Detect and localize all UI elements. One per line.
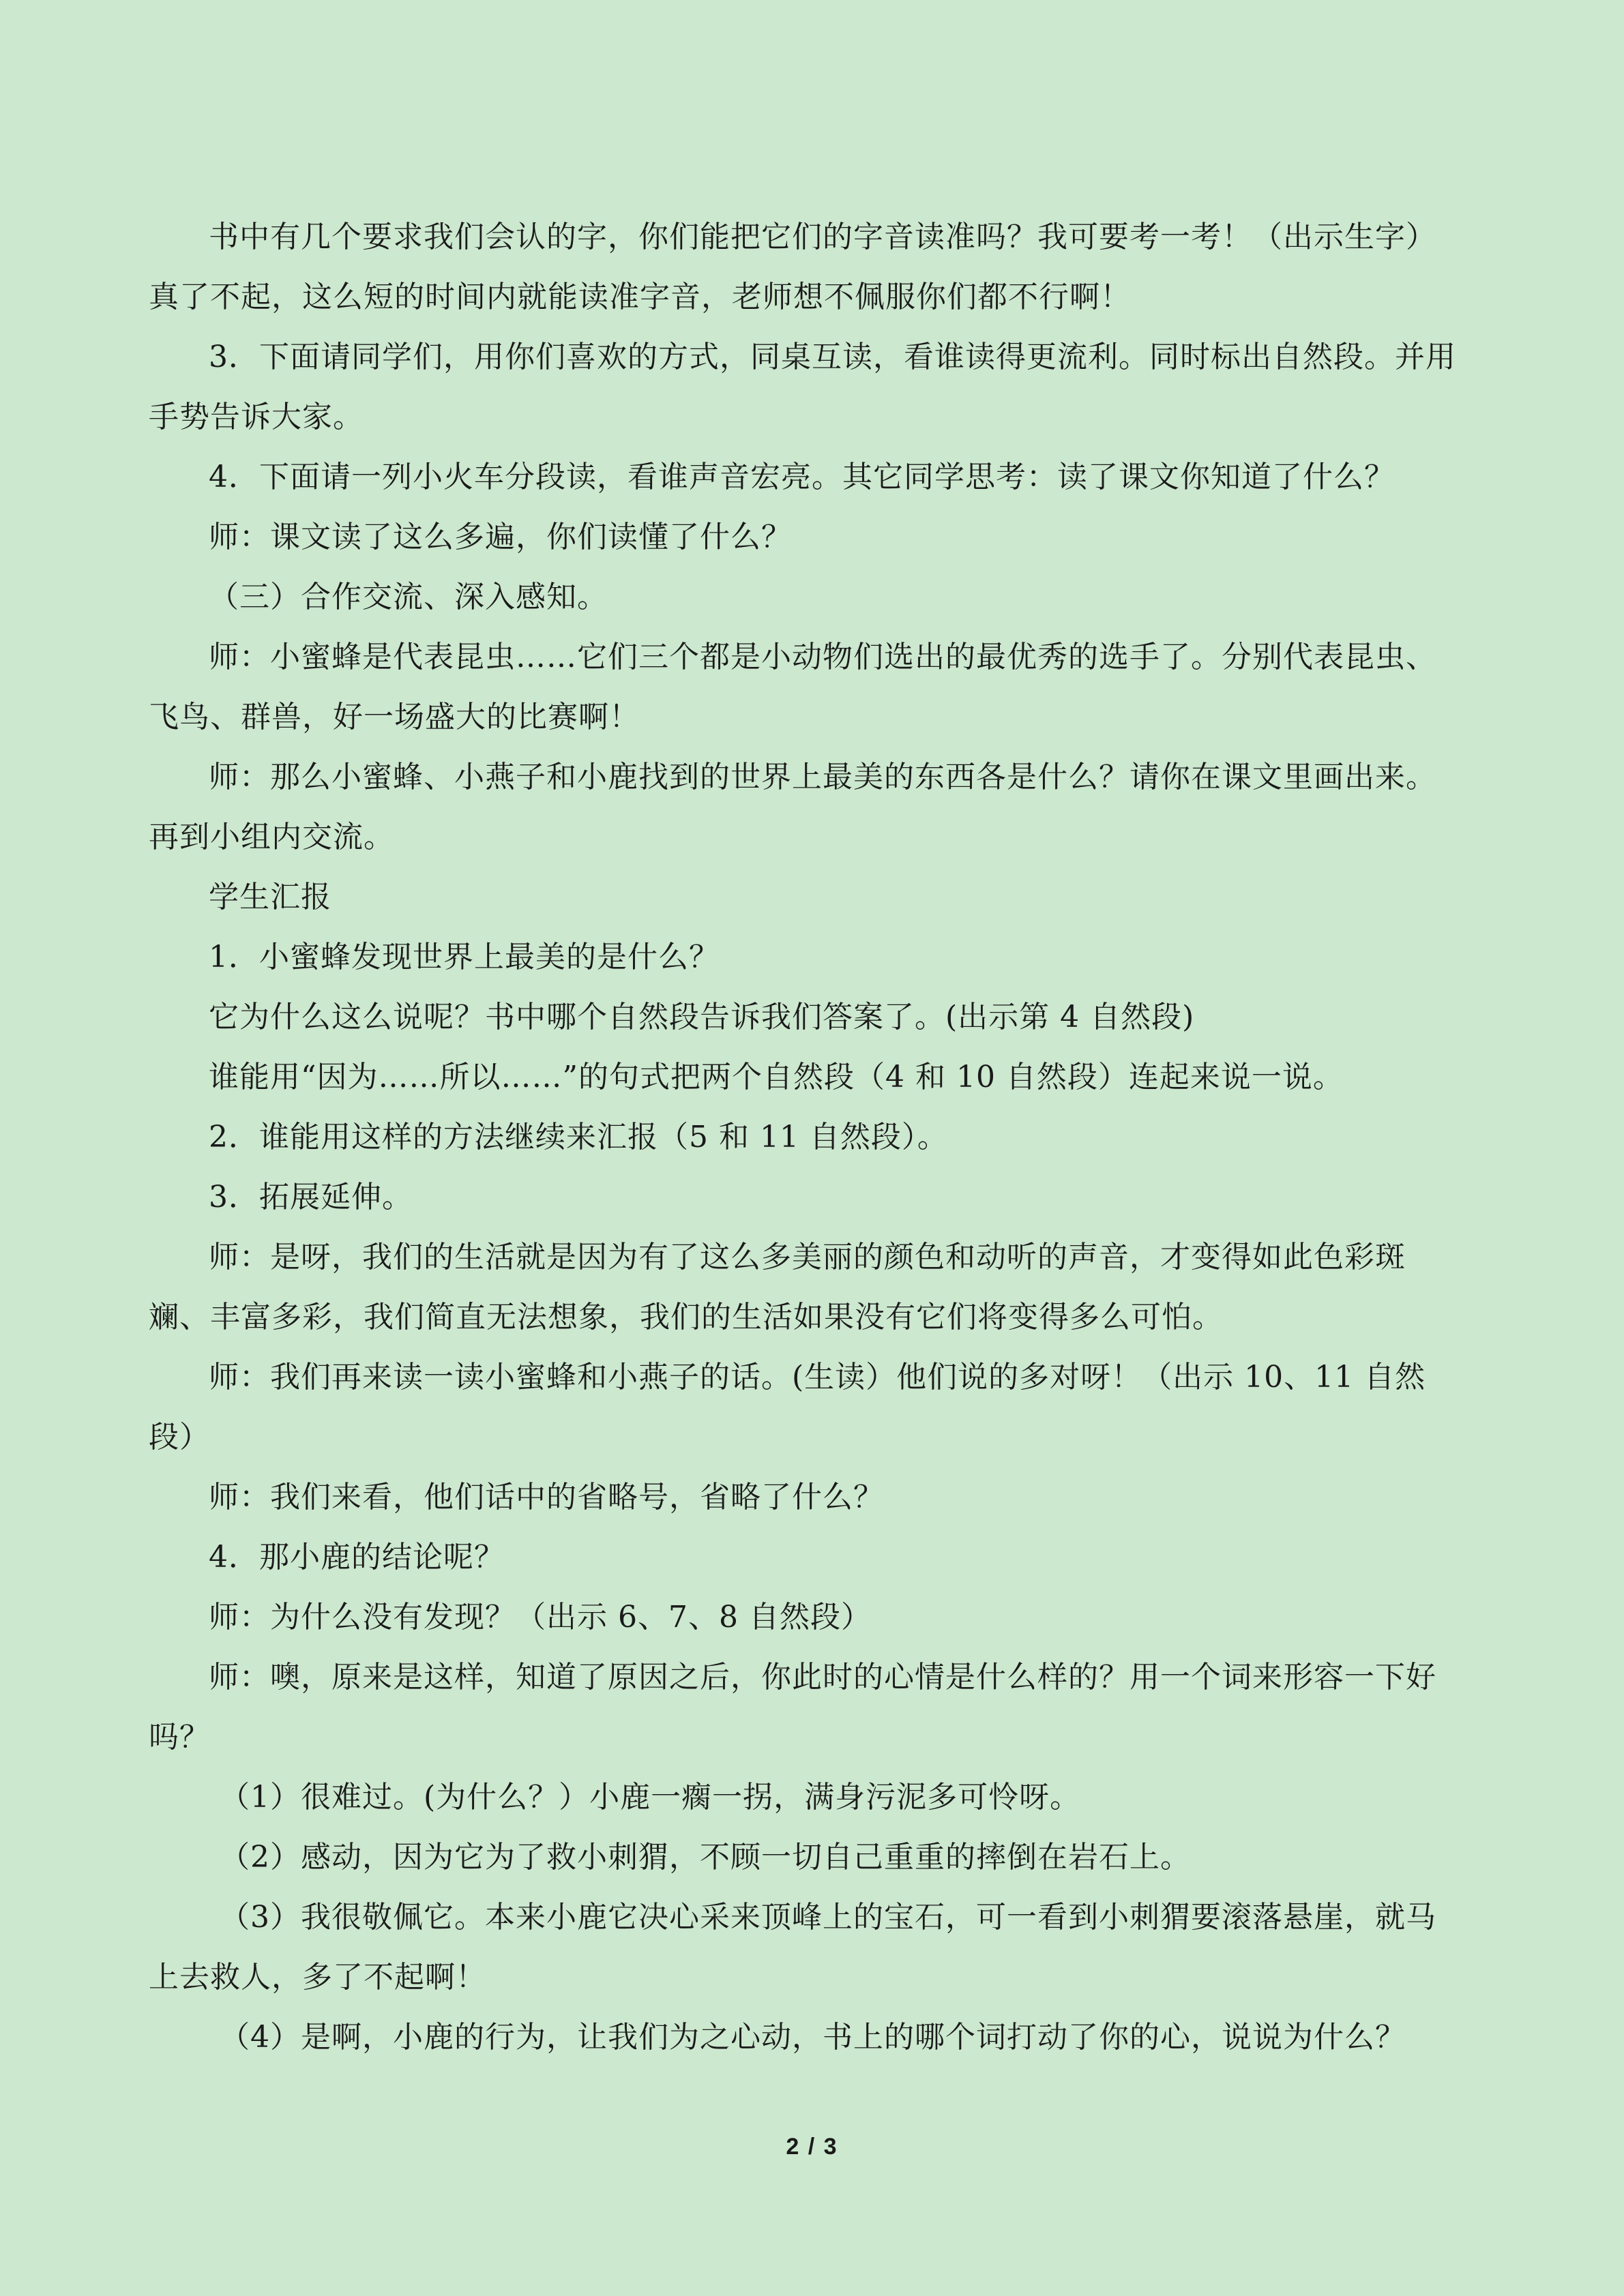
- paragraph: 4．那小鹿的结论呢？: [209, 1540, 505, 1575]
- paragraph: 师：噢，原来是这样，知道了原因之后，你此时的心情是什么样的？用一个词来形容一下好吗？: [149, 1660, 1436, 1755]
- paragraph: 师：小蜜蜂是代表昆虫……它们三个都是小动物们选出的最优秀的选手了。分别代表昆虫、飞鸟、群兽，好一场盛大的比赛啊！: [149, 640, 1436, 734]
- paragraph: （4）是啊，小鹿的行为，让我们为之心动，书上的哪个词打动了你的心，说说为什么？: [220, 2020, 1406, 2055]
- page-number: 2 / 3: [786, 2134, 838, 2160]
- paragraph: 师：我们来看，他们话中的省略号，省略了什么？: [209, 1480, 884, 1515]
- paragraph: 3．拓展延伸。: [209, 1180, 413, 1214]
- paragraph: 1．小蜜蜂发现世界上最美的是什么？: [209, 940, 720, 974]
- paragraph: 4．下面请一列小火车分段读，看谁声音宏亮。其它同学思考：读了课文你知道了什么？: [209, 460, 1395, 494]
- paragraph: 书中有几个要求我们会认的字，你们能把它们的字音读准吗？我可要考一考！（出示生字）真了不起，这么短的时间内就能读准字音，老师想不佩服你们都不行啊！: [149, 220, 1436, 314]
- paragraph: 师：我们再来读一读小蜜蜂和小燕子的话。(生读）他们说的多对呀！（出示 10、11 自然段）: [149, 1360, 1426, 1455]
- paragraph: 师：课文读了这么多遍，你们读懂了什么？: [209, 520, 792, 554]
- document-body: [149, 207, 1458, 2068]
- paragraph: 3．下面请同学们，用你们喜欢的方式，同桌互读，看谁读得更流利。同时标出自然段。并用手势告诉大家。: [149, 340, 1456, 434]
- paragraph: 师：为什么没有发现？（出示 6、7、8 自然段）: [209, 1600, 872, 1635]
- paragraph: （3）我很敬佩它。本来小鹿它决心采来顶峰上的宝石，可一看到小刺猬要滚落悬崖，就马上去救人，多了不起啊！: [149, 1900, 1436, 1995]
- paragraph: 学生汇报: [209, 880, 331, 914]
- paragraph: 谁能用“因为……所以……”的句式把两个自然段（4 和 10 自然段）连起来说一说。: [209, 1060, 1344, 1094]
- paragraph: 2．谁能用这样的方法继续来汇报（5 和 11 自然段）。: [209, 1120, 948, 1154]
- paragraph: 师：是呀，我们的生活就是因为有了这么多美丽的颜色和动听的声音，才变得如此色彩斑斓、丰富多彩，我们简直无法想象，我们的生活如果没有它们将变得多么可怕。: [149, 1240, 1406, 1335]
- paragraph: （2）感动，因为它为了救小刺猬，不顾一切自己重重的摔倒在岩石上。: [220, 1840, 1191, 1875]
- paragraph: （1）很难过。(为什么？）小鹿一瘸一拐，满身污泥多可怜呀。: [220, 1780, 1081, 1815]
- section-heading: （三）合作交流、深入感知。: [209, 580, 608, 614]
- paragraph: 它为什么这么说呢？书中哪个自然段告诉我们答案了。(出示第 4 自然段): [209, 1000, 1195, 1034]
- paragraph: 师：那么小蜜蜂、小燕子和小鹿找到的世界上最美的东西各是什么？请你在课文里画出来。再到小组内交流。: [149, 760, 1436, 854]
